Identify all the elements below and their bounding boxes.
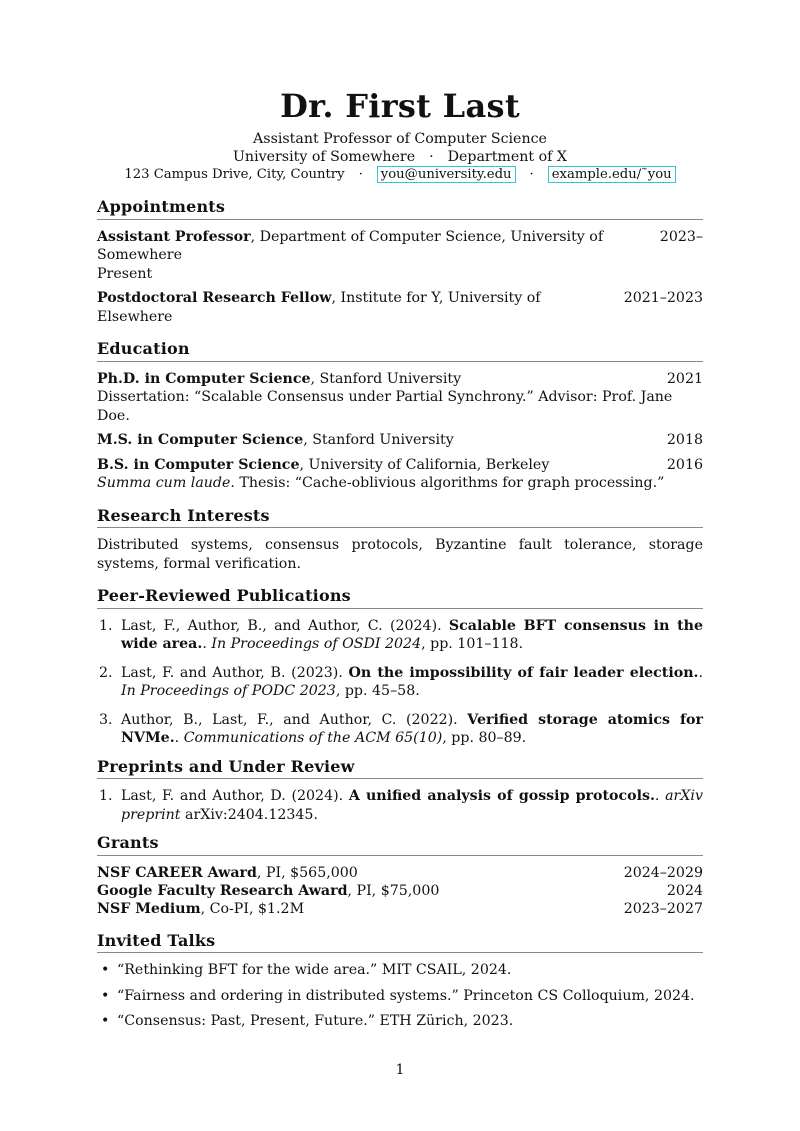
research-text: Distributed systems, consensus protocols, Byzantine fault tolerance, storage systems, formal verification. [97, 537, 703, 572]
education-section [97, 340, 703, 493]
cv-affiliation [97, 148, 703, 166]
pub-punct: . [698, 664, 703, 681]
grant-name: NSF Medium [97, 900, 201, 917]
pub-authors: Last, F. and Author, B. (2023). [121, 664, 349, 681]
grants-section [97, 834, 703, 918]
publication-item [117, 711, 703, 748]
education-entry [97, 431, 703, 450]
appointments-section [97, 198, 703, 326]
appointment-entry [97, 228, 703, 284]
cv-department: Department of X [447, 149, 568, 165]
education-entry [97, 370, 703, 426]
talk-item: • “Consensus: Past, Present, Future.” ETH Zürich, 2023. [117, 1012, 703, 1031]
publication-item [117, 617, 703, 654]
appointment-role: Postdoctoral Research Fellow [97, 290, 332, 306]
page-number: 1 [395, 1062, 405, 1078]
appointment-role: Assistant Professor [97, 228, 251, 245]
school: , University of California, Berkeley [299, 456, 550, 473]
grant-dates: 2024–2029 [623, 864, 703, 881]
degree: B.S. in Computer Science [97, 456, 300, 473]
appointment-dates: 2023– [659, 228, 703, 245]
cv-address: 123 Campus Drive, City, Country [124, 167, 345, 182]
school: , Stanford University [310, 370, 462, 387]
honors: Summa cum laude [97, 475, 231, 491]
section-title: Research Interests [97, 507, 703, 529]
appointment-detail: , Institute for Y, University of Elsewhere [97, 290, 541, 325]
talk-list [97, 961, 703, 1031]
separator: · [429, 149, 434, 165]
pub-pages: , pp. 45–58. [335, 683, 420, 699]
pub-authors: Last, F., Author, B., and Author, C. (2024). [121, 617, 449, 634]
section-title: Appointments [97, 198, 703, 220]
section-title: Grants [97, 834, 703, 856]
pub-title: Scalable BFT consensus in the wide area. [121, 617, 703, 652]
appointment-entry [97, 289, 703, 326]
pub-venue: arXiv preprint [121, 788, 703, 823]
separator: · [529, 167, 534, 182]
publication-item [117, 664, 703, 701]
pub-title: A unified analysis of gossip protocols. [348, 788, 655, 804]
degree: Ph.D. in Computer Science [97, 370, 311, 387]
cv-name: Dr. First Last [280, 87, 520, 125]
publications-section [97, 587, 703, 748]
thesis-note: . Thesis: “Cache-oblivious algorithms for graph processing.” [230, 475, 665, 491]
section-title: Peer-Reviewed Publications [97, 587, 703, 609]
preprint-item [117, 787, 703, 824]
pub-punct: . [654, 788, 666, 804]
pub-pages: arXiv:2404.12345. [180, 806, 318, 823]
pub-pages: , pp. 80–89. [442, 730, 527, 746]
education-entry [97, 456, 703, 493]
talk-item: • “Fairness and ordering in distributed systems.” Princeton CS Colloquium, 2024. [117, 987, 703, 1006]
cv-title: Assistant Professor of Computer Science [253, 131, 547, 147]
section-title: Preprints and Under Review [97, 758, 703, 780]
appointment-dates: 2021–2023 [623, 290, 703, 306]
section-title: Invited Talks [97, 932, 703, 954]
degree: M.S. in Computer Science [97, 432, 304, 448]
grant-detail: , PI, $565,000 [256, 864, 358, 881]
separator: · [358, 167, 363, 182]
pub-title: On the impossibility of fair leader election. [348, 664, 699, 681]
email-link[interactable]: you@university.edu [377, 166, 516, 183]
talk-item: • “Rethinking BFT for the wide area.” MIT CSAIL, 2024. [117, 961, 703, 980]
grant-dates: 2023–2027 [623, 900, 703, 917]
education-note [97, 474, 703, 493]
website-link[interactable]: example.edu/˜you [548, 166, 676, 183]
preprint-list [97, 787, 703, 824]
cv-contact [97, 166, 703, 184]
grant-row [97, 864, 703, 882]
appointment-continuation: Present [97, 265, 153, 282]
talks-section [97, 932, 703, 1031]
pub-authors: Author, B., Last, F., and Author, C. (2022). [121, 711, 468, 728]
cv-university: University of Somewhere [232, 149, 416, 165]
grant-name: Google Faculty Research Award [97, 882, 348, 899]
pub-title: Verified storage atomics for NVMe. [121, 711, 703, 746]
appointment-detail: , Department of Computer Science, University of Somewhere [97, 228, 604, 263]
pub-pages: , pp. 101–118. [421, 636, 524, 652]
degree-year: 2016 [666, 456, 703, 473]
grant-dates: 2024 [666, 882, 703, 899]
preprints-section [97, 758, 703, 825]
school: , Stanford University [303, 432, 454, 448]
pub-venue: In Proceedings of PODC 2023 [121, 683, 336, 699]
cv-header [97, 88, 703, 184]
grant-row [97, 882, 703, 900]
degree-year: 2018 [666, 432, 703, 448]
pub-punct: . [202, 636, 212, 652]
research-section [97, 507, 703, 574]
section-title: Education [97, 340, 703, 362]
grant-detail: , PI, $75,000 [347, 882, 440, 899]
pub-punct: . [174, 730, 184, 746]
cv-page [97, 88, 703, 1038]
education-note: Dissertation: “Scalable Consensus under Partial Synchrony.” Advisor: Prof. Jane Doe. [97, 389, 673, 424]
publication-list [97, 617, 703, 748]
degree-year: 2021 [666, 370, 703, 387]
pub-venue: In Proceedings of OSDI 2024 [211, 636, 422, 652]
grant-detail: , Co-PI, $1.2M [200, 900, 305, 917]
grant-name: NSF CAREER Award [97, 864, 257, 881]
pub-venue: Communications of the ACM 65(10) [183, 730, 443, 746]
grant-row [97, 900, 703, 918]
pub-authors: Last, F. and Author, D. (2024). [121, 788, 349, 804]
